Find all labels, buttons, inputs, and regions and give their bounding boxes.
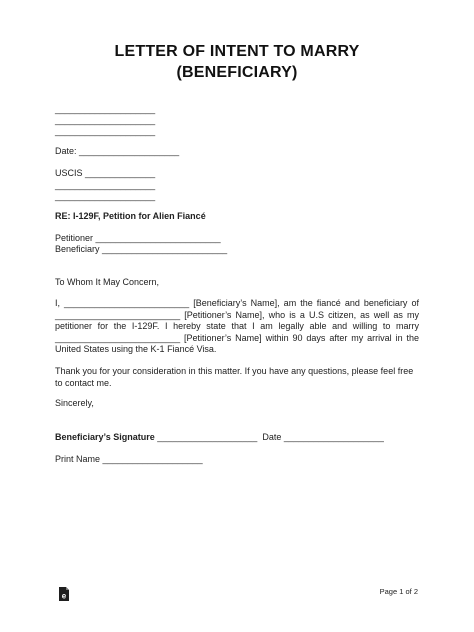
petitioner-line: Petitioner _________________________ — [55, 233, 221, 243]
uscis-address-line-2: ____________________ — [55, 191, 156, 201]
signature-label: Beneficiary’s Signature — [55, 432, 155, 442]
print-name-line: Print Name ____________________ — [55, 454, 203, 464]
closing: Sincerely, — [55, 398, 94, 408]
body-paragraph: I, _________________________ [Beneficiary’s Name], am the fiancé and beneficiary of _________________________ [Petitioner’s Name], who is a U.S citizen, as well as my petitioner for the I-129F. I hereby state that I am legally able and willing to marry _________________________ [Petitioner’s Name] within 90 days after my arrival in the United States using the K-1 Fiancé Visa. — [55, 298, 419, 354]
re-line: RE: I-129F, Petition for Alien Fiancé — [55, 211, 206, 221]
signature-blank: ____________________ — [154, 432, 258, 442]
salutation: To Whom It May Concern, — [55, 277, 160, 287]
document-subtitle: (BENEFICIARY) — [176, 64, 298, 81]
signature-row — [55, 432, 384, 443]
svg-text:e: e — [61, 591, 67, 601]
date-field: Date ____________________ — [257, 432, 384, 442]
document-title: LETTER OF INTENT TO MARRY — [114, 43, 360, 60]
uscis-address-line-1: ____________________ — [55, 180, 156, 190]
thanks-paragraph: Thank you for your consideration in this matter. If you have any questions, please feel free to contact me. — [55, 366, 414, 388]
brand-logo-icon — [56, 586, 70, 602]
date-line: Date: ____________________ — [55, 146, 180, 156]
uscis-line: USCIS ______________ — [55, 168, 156, 178]
address-line-2: ____________________ — [55, 115, 156, 125]
address-line-1: ____________________ — [55, 104, 156, 114]
address-line-3: ____________________ — [55, 126, 156, 136]
beneficiary-line: Beneficiary _________________________ — [55, 244, 228, 254]
page-indicator: Page 1 of 2 — [379, 587, 418, 596]
